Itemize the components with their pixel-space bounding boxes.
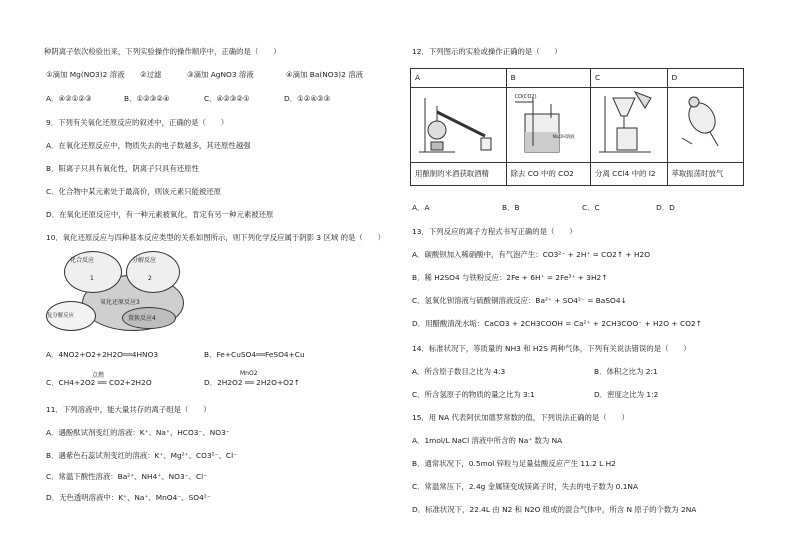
q8-option-a: A．④②①②③ [46, 94, 92, 103]
q10-option-b: B．Fe+CuSO4══FeSO4+Cu [204, 350, 305, 359]
q15-option-a: A．1mol/L NaCl 溶液中所含的 Na⁺ 数为 NA [412, 436, 563, 445]
separation-apparatus-icon [595, 88, 659, 158]
q13-option-a: A．碳酸钡加入稀硝酸中，有气泡产生：CO3²⁻ + 2H⁺ = CO2↑ + H2O [412, 250, 651, 259]
reaction-relationship-diagram [44, 247, 194, 335]
q14-option-a: A．所含原子数目之比为 4:3 [412, 367, 506, 376]
q11-option-a: A．遇酚酞试剂变红的溶液：K⁺、Na⁺、HCO3⁻、NO3⁻ [46, 428, 230, 437]
q14-option-c: C．所含氢原子的物质的量之比为 3:1 [412, 390, 535, 399]
experiment-table [410, 68, 744, 186]
q13-option-d: D．用醋酸清洗水垢：CaCO3 + 2CH3COOH = Ca²⁺ + 2CH3COO⁻ + H2O + CO2↑ [412, 319, 702, 328]
q10-option-d: D．2H2O2 ══ 2H2O+O2↑ [204, 378, 300, 387]
question-14-stem: 14．标准状况下，等质量的 NH3 和 H2S 两种气体，下列有关说法错误的是（ ） [412, 344, 691, 353]
label-combination: 化合反应 [70, 257, 95, 264]
figure-funnel [667, 88, 744, 163]
q9-option-a: A．在氧化还原反应中，物质失去的电子数越多，其还原性越强 [46, 141, 251, 150]
q8-option-c: C．④②③②① [204, 94, 250, 103]
table-header-b: B [506, 69, 590, 88]
region-2-label: 2 [148, 275, 152, 282]
question-11-stem: 11．下列溶液中，能大量共存的离子组是（ ） [46, 405, 211, 414]
q12-option-d: D．D [656, 203, 675, 212]
q11-option-c: C．常温下酸性溶液：Ba²⁺、NH4⁺、NO3⁻、Cl⁻ [46, 472, 208, 481]
q8-step-2: ②过滤 [140, 70, 162, 79]
caption-b: 除去 CO 中的 CO2 [506, 163, 590, 186]
question-15-stem: 15．用 NA 代表阿伏加德罗常数的值，下列说法正确的是（ ） [412, 413, 629, 422]
q11-option-d: D．无色透明溶液中：K⁺、Na⁺、MnO4⁻、SO4²⁻ [46, 493, 211, 502]
q15-option-b: B．通常状况下，0.5mol 锌粒与足量盐酸反应产生 11.2 L H2 [412, 459, 616, 468]
q9-option-d: D．在氧化还原反应中，有一种元素被氧化，肯定有另一种元素被还原 [46, 210, 274, 219]
q9-option-b: B．阳离子只具有氧化性，阴离子只具有还原性 [46, 164, 199, 173]
region-1-label: 1 [90, 275, 94, 282]
question-10-stem: 10．氧化还原反应与四种基本反应类型的关系如图所示，则下列化学反应属于阴影 3 区域 的是（ ） [46, 233, 385, 242]
table-header-c: C [591, 69, 667, 88]
figure-filtration [591, 88, 667, 163]
q8-step-3: ③滴加 AgNO3 溶液 [187, 70, 254, 79]
q12-option-b: B．B [502, 203, 520, 212]
gas-wash-solution-label: NaOH溶液 [552, 135, 575, 140]
table-header-a: A [411, 69, 507, 88]
table-header-d: D [667, 69, 744, 88]
caption-a: 用酿制的米酒获取酒精 [411, 163, 507, 186]
q8-step-4: ④滴加 Ba(NO3)2 溶液 [286, 70, 364, 79]
q10-option-a: A．4NO2+O2+2H2O══4HNO3 [46, 350, 159, 359]
question-9-stem: 9．下列有关氧化还原反应的叙述中，正确的是（ ） [46, 118, 229, 127]
figure-distillation [411, 88, 507, 163]
q15-option-c: C．常温常压下，2.4g 金属镁变成镁离子时，失去的电子数为 0.1NA [412, 482, 639, 491]
q11-option-b: B．遇紫色石蕊试剂变红的溶液：K⁺、Mg²⁺、CO3²⁻、Cl⁻ [46, 451, 238, 460]
distillation-apparatus-icon [415, 88, 499, 158]
figure-gas-wash [506, 88, 590, 163]
question-12-stem: 12．下列图示的实验或操作正确的是（ ） [412, 47, 562, 56]
question-13-stem: 13．下列反应的离子方程式书写正确的是（ ） [412, 227, 577, 236]
q12-option-c: C．C [582, 203, 600, 212]
q10-option-c: C．CH4+2O2 ══ CO2+2H2O [46, 378, 152, 387]
q14-option-b: B．体积之比为 2:1 [594, 367, 658, 376]
q9-option-c: C．化合物中某元素处于最高价，则该元素只能被还原 [46, 187, 222, 196]
gas-wash-label: CO(CO2) [514, 94, 537, 100]
q10-d-condition: MnO2 [240, 370, 258, 377]
q8-option-b: B．①②③②④ [124, 94, 170, 103]
q13-option-b: B．稀 H2SO4 与铁粉反应：2Fe + 6H⁺ = 2Fe³⁺ + 3H2↑ [412, 273, 608, 282]
q15-option-d: D．标准状况下，22.4L 由 N2 和 N2O 组成的混合气体中，所含 N 原子的个数为 2NA [412, 505, 697, 514]
q12-option-a: A．A [412, 203, 430, 212]
caption-d: 萃取振荡时放气 [667, 163, 744, 186]
q10-c-condition: 点燃 [92, 372, 105, 379]
q8-option-d: D．①②④②③ [284, 94, 331, 103]
label-decomposition: 分解反应 [132, 257, 157, 264]
caption-c: 分离 CCl4 中的 I2 [591, 163, 667, 186]
q14-option-d: D．密度之比为 1:2 [594, 390, 659, 399]
question-8-stem: 种阴离子依次检验出来，下列实验操作的操作顺序中，正确的是（ ） [44, 47, 281, 56]
label-double-displacement: 复分解反应 [47, 313, 74, 319]
separatory-funnel-icon [672, 88, 736, 158]
label-displacement: 置换反应4 [128, 315, 156, 322]
label-redox: 氧化还原反应3 [100, 299, 140, 306]
q13-option-c: C．氢氧化钡溶液与硫酸铜溶液反应：Ba²⁺ + SO4²⁻ = BaSO4↓ [412, 296, 627, 305]
q8-step-1: ①滴加 Mg(NO3)2 溶液 [46, 70, 125, 79]
